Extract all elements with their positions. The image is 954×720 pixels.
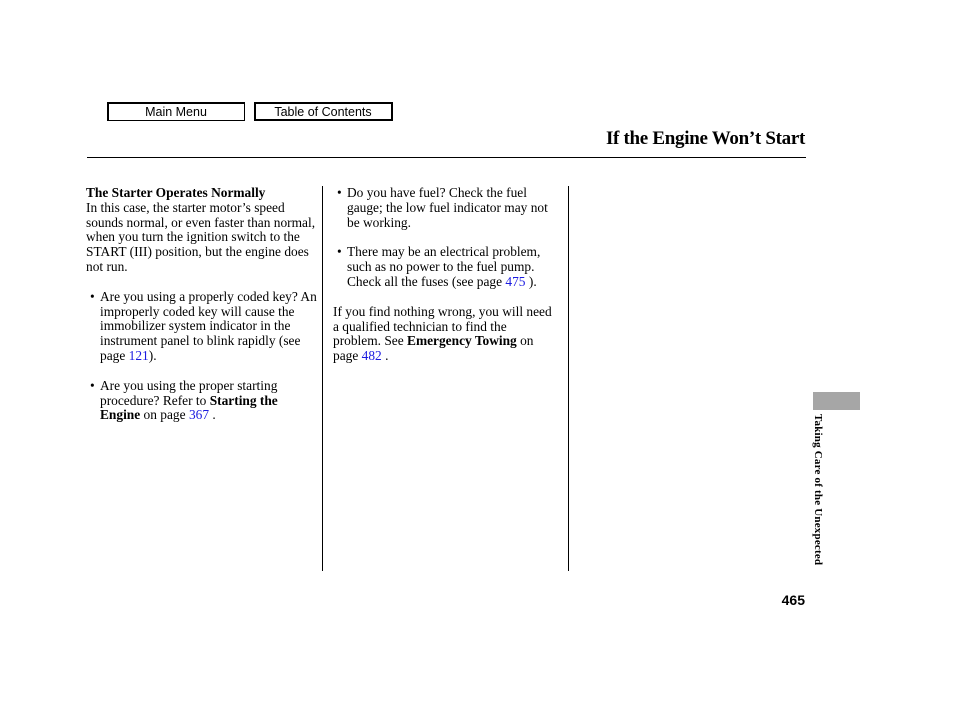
title-divider: [87, 157, 806, 158]
page-title: If the Engine Won’t Start: [605, 128, 805, 149]
bullet-icon: •: [337, 244, 342, 260]
page-link-121[interactable]: 121: [128, 347, 149, 363]
technician-paragraph: If you find nothing wrong, you will need a qualified technician to find the problem. See Emergency Towing on page 482 .: [333, 303, 552, 364]
section-tab-marker: [813, 392, 860, 410]
column-divider: [322, 186, 323, 571]
column-divider: [568, 186, 569, 571]
column-middle: [333, 186, 555, 364]
page-link-475[interactable]: 475: [505, 273, 526, 289]
reference-starting-the-engine: Starting the Engine: [100, 392, 278, 423]
bullet-icon: •: [337, 185, 342, 200]
bullet-item-electrical: • There may be an electrical problem, such as no power to the fuel pump. Check all the fuses (see page 475 ).: [337, 244, 541, 289]
table-of-contents-button[interactable]: Table of Contents: [254, 102, 393, 121]
reference-emergency-towing: Emergency Towing: [407, 333, 517, 349]
page-number: 465: [781, 592, 805, 608]
bullet-item-coded-key: • Are you using a properly coded key? An improperly coded key will cause the immobilizer system indicator in the instrument panel to blink rapidly (see page 121).: [90, 288, 317, 363]
page-link-482[interactable]: 482: [361, 348, 382, 364]
intro-paragraph: In this case, the starter motor’s speed sounds normal, or even faster than normal, when you turn the ignition switch to the START (III) position, but the engine does not run.: [86, 199, 316, 274]
bullet-item-starting-procedure: • Are you using the proper starting procedure? Refer to Starting the Engine on page 367 .: [90, 377, 278, 423]
page-link-367[interactable]: 367: [188, 407, 210, 423]
section-heading: The Starter Operates Normally: [86, 185, 266, 200]
column-left: [86, 186, 318, 423]
bullet-icon: •: [90, 377, 95, 393]
section-tab-label: Taking Care of the Unexpected: [812, 414, 824, 566]
bullet-icon: •: [90, 288, 95, 304]
main-menu-button[interactable]: Main Menu: [107, 102, 245, 121]
bullet-item-fuel: • Do you have fuel? Check the fuel gauge; the low fuel indicator may not be working.: [337, 185, 548, 230]
